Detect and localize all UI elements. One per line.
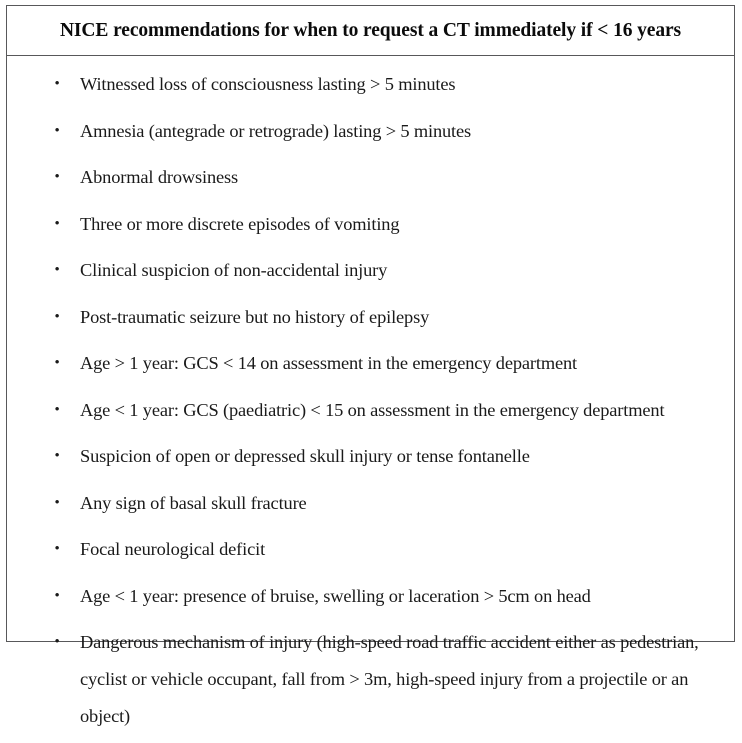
bullet-icon: • xyxy=(54,76,60,92)
list-item-text: Suspicion of open or depressed skull injury or tense fontanelle xyxy=(80,446,530,466)
list-item xyxy=(13,345,728,382)
bullet-icon: • xyxy=(54,215,60,232)
list-item xyxy=(13,206,728,243)
list-item-text: Witnessed loss of consciousness lasting > 5 minutes xyxy=(80,74,456,94)
bullet-icon: • xyxy=(54,169,60,185)
list-item-text: Dangerous mechanism of injury (high-speed road traffic accident either as pedestrian, cyclist or vehicle occupant, fall from > 3m, high-speed injury from a projectile or an object) xyxy=(80,632,699,726)
list-item-text: Post-traumatic seizure but no history of epilepsy xyxy=(80,306,430,327)
table-header-title: NICE recommendations for when to request a CT immediately if < 16 years xyxy=(59,19,682,41)
bullet-icon: • xyxy=(54,262,60,278)
list-item-text: Any sign of basal skull fracture xyxy=(80,492,307,513)
recommendation-list xyxy=(13,66,728,735)
list-item xyxy=(13,299,728,336)
list-item xyxy=(13,392,728,429)
table-header-row xyxy=(7,6,734,56)
list-item-text: Age > 1 year: GCS < 14 on assessment in the emergency department xyxy=(80,353,578,373)
list-item-text: Three or more discrete episodes of vomiting xyxy=(80,213,400,234)
list-item-text: Clinical suspicion of non-accidental injury xyxy=(80,260,388,280)
list-item-text: Age < 1 year: presence of bruise, swelling or laceration > 5cm on head xyxy=(80,585,591,606)
list-item-text: Amnesia (antegrade or retrograde) lasting > 5 minutes xyxy=(80,120,472,141)
list-item xyxy=(13,578,728,615)
bullet-icon: • xyxy=(54,122,60,139)
bullet-icon: • xyxy=(54,587,60,604)
list-item xyxy=(13,438,728,475)
list-item xyxy=(13,531,728,568)
nice-recommendations-table xyxy=(6,5,735,726)
list-item xyxy=(13,252,728,289)
list-item xyxy=(13,113,728,150)
list-item-text: Focal neurological deficit xyxy=(80,539,266,559)
bullet-icon: • xyxy=(54,634,60,650)
bullet-icon: • xyxy=(54,401,60,418)
list-item xyxy=(13,66,728,103)
bullet-icon: • xyxy=(54,494,60,511)
bullet-icon: • xyxy=(54,308,60,325)
list-item xyxy=(13,485,728,522)
bullet-icon: • xyxy=(54,355,60,371)
list-item xyxy=(13,159,728,196)
table-body-row xyxy=(7,56,734,743)
list-item xyxy=(13,624,728,735)
list-item-text: Age < 1 year: GCS (paediatric) < 15 on assessment in the emergency department xyxy=(80,399,665,420)
list-item-text: Abnormal drowsiness xyxy=(80,167,239,187)
bullet-icon: • xyxy=(54,448,60,464)
bullet-icon: • xyxy=(54,541,60,557)
